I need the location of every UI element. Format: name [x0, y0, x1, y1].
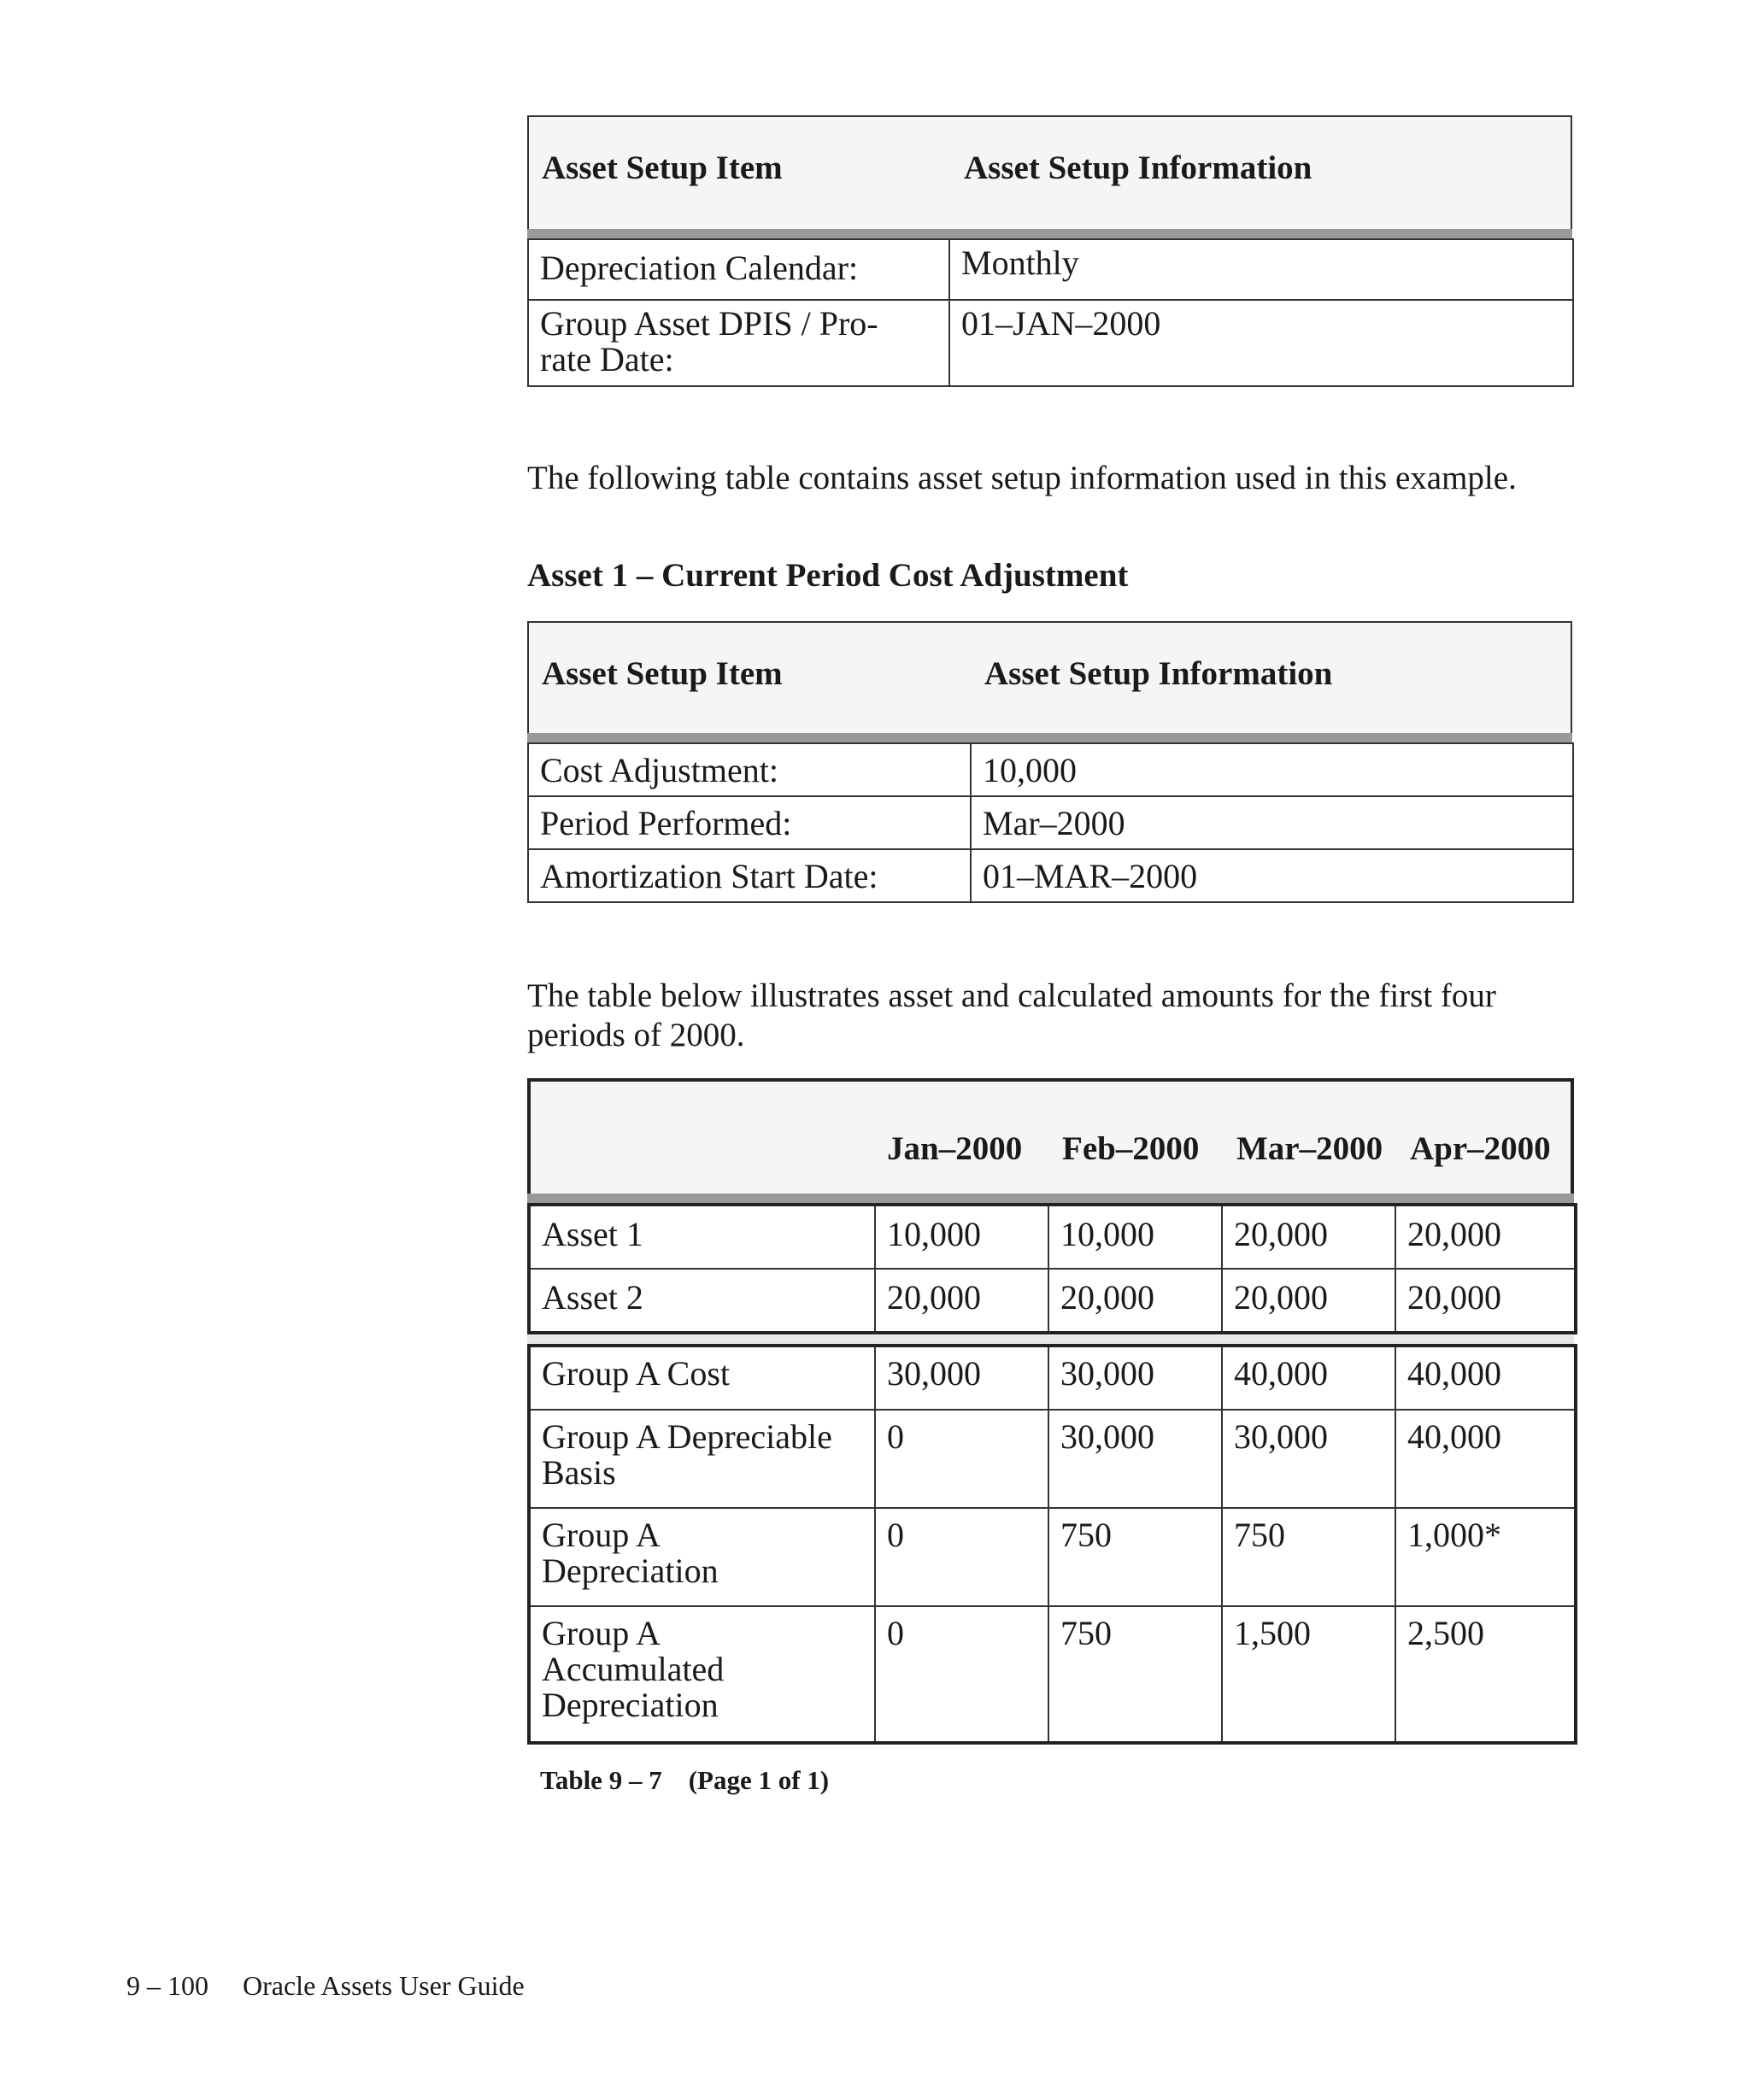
table3-cell: 20,000	[1222, 1205, 1395, 1269]
table3-group-divider	[527, 1335, 1574, 1344]
table2-cell: 01–MAR–2000	[971, 849, 1573, 902]
table3-cell: 0	[875, 1606, 1048, 1743]
table3-caption: Table 9 – 7 (Page 1 of 1)	[540, 1765, 830, 1795]
table3-cell: 20,000	[875, 1269, 1048, 1333]
table1-header	[527, 115, 1572, 229]
table3-cell: 750	[1222, 1508, 1395, 1606]
table2-header-rule	[527, 733, 1572, 742]
table3-cell: 10,000	[1048, 1205, 1222, 1269]
table2-header-item: Asset Setup Item	[542, 655, 783, 692]
table-row	[529, 1205, 1576, 1269]
table1-cell: Depreciation Calendar:	[528, 239, 949, 300]
table-row	[529, 1606, 1576, 1743]
table1-cell: Group Asset DPIS / Pro- rate Date:	[528, 300, 949, 386]
table-row	[528, 743, 1573, 796]
table3-cell: Group A Depreciable Basis	[529, 1410, 875, 1508]
table-row	[528, 239, 1573, 300]
table3-group	[527, 1344, 1577, 1745]
table2-cell: Mar–2000	[971, 796, 1573, 849]
table3-cell: 20,000	[1222, 1269, 1395, 1333]
table3-cell: Group A Depreciation	[529, 1508, 875, 1606]
table3-cell: 30,000	[1048, 1346, 1222, 1410]
table2-cell: 10,000	[971, 743, 1573, 796]
table3-cell: 750	[1048, 1606, 1222, 1743]
table3-cell: 40,000	[1222, 1346, 1395, 1410]
table-row	[528, 849, 1573, 902]
table3-cell: 20,000	[1048, 1269, 1222, 1333]
table-row	[529, 1346, 1576, 1410]
table1-cell: Monthly	[949, 239, 1573, 300]
table-row	[528, 300, 1573, 386]
table3-cell: 30,000	[1048, 1410, 1222, 1508]
table3-cell: 20,000	[1395, 1269, 1576, 1333]
table2-header-info: Asset Setup Information	[984, 655, 1333, 692]
table1-header-info: Asset Setup Information	[964, 150, 1312, 186]
table2-cell: Period Performed:	[528, 796, 971, 849]
table3-header	[527, 1078, 1574, 1194]
table-row	[529, 1269, 1576, 1333]
table3-header-jan: Jan–2000	[887, 1130, 1023, 1167]
table3-cell: Asset 1	[529, 1205, 875, 1269]
table2-caption: Asset 1 – Current Period Cost Adjustment	[527, 557, 1129, 594]
footer-guide-title: Oracle Assets User Guide	[243, 1970, 525, 2001]
table3-cell: 750	[1048, 1508, 1222, 1606]
table3-header-mar: Mar–2000	[1236, 1130, 1383, 1167]
paragraph-amounts-intro: The table below illustrates asset and calculated amounts for the first four periods of 2000.	[527, 977, 1496, 1053]
table3-cell: 0	[875, 1410, 1048, 1508]
table1-cell: 01–JAN–2000	[949, 300, 1573, 386]
table2-cell: Cost Adjustment:	[528, 743, 971, 796]
table3-cell: Asset 2	[529, 1269, 875, 1333]
table3-cell: 10,000	[875, 1205, 1048, 1269]
table3-cell: 20,000	[1395, 1205, 1576, 1269]
table-row	[529, 1410, 1576, 1508]
table3-assets	[527, 1203, 1577, 1334]
table1	[527, 238, 1574, 387]
table3-cell: 30,000	[1222, 1410, 1395, 1508]
table3-cell: 1,500	[1222, 1606, 1395, 1743]
paragraph-setup-intro: The following table contains asset setup information used in this example.	[527, 460, 1517, 496]
table-row	[528, 796, 1573, 849]
table3-cell: Group A Accumulated Depreciation	[529, 1606, 875, 1743]
table3-header-feb: Feb–2000	[1062, 1130, 1200, 1167]
table1-header-item: Asset Setup Item	[542, 150, 783, 186]
table3-cell: 0	[875, 1508, 1048, 1606]
table3-header-apr: Apr–2000	[1410, 1130, 1551, 1167]
table3-cell: Group A Cost	[529, 1346, 875, 1410]
table3-cell: 1,000*	[1395, 1508, 1576, 1606]
table1-header-rule	[527, 229, 1572, 238]
table2	[527, 742, 1574, 903]
table2-cell: Amortization Start Date:	[528, 849, 971, 902]
footer-page-number: 9 – 100	[126, 1970, 208, 2001]
table-row	[529, 1508, 1576, 1606]
table3-cell: 2,500	[1395, 1606, 1576, 1743]
table3-header-rule	[527, 1194, 1574, 1203]
table3-cell: 40,000	[1395, 1346, 1576, 1410]
table3-cell: 30,000	[875, 1346, 1048, 1410]
table2-header	[527, 621, 1572, 733]
table3-cell: 40,000	[1395, 1410, 1576, 1508]
